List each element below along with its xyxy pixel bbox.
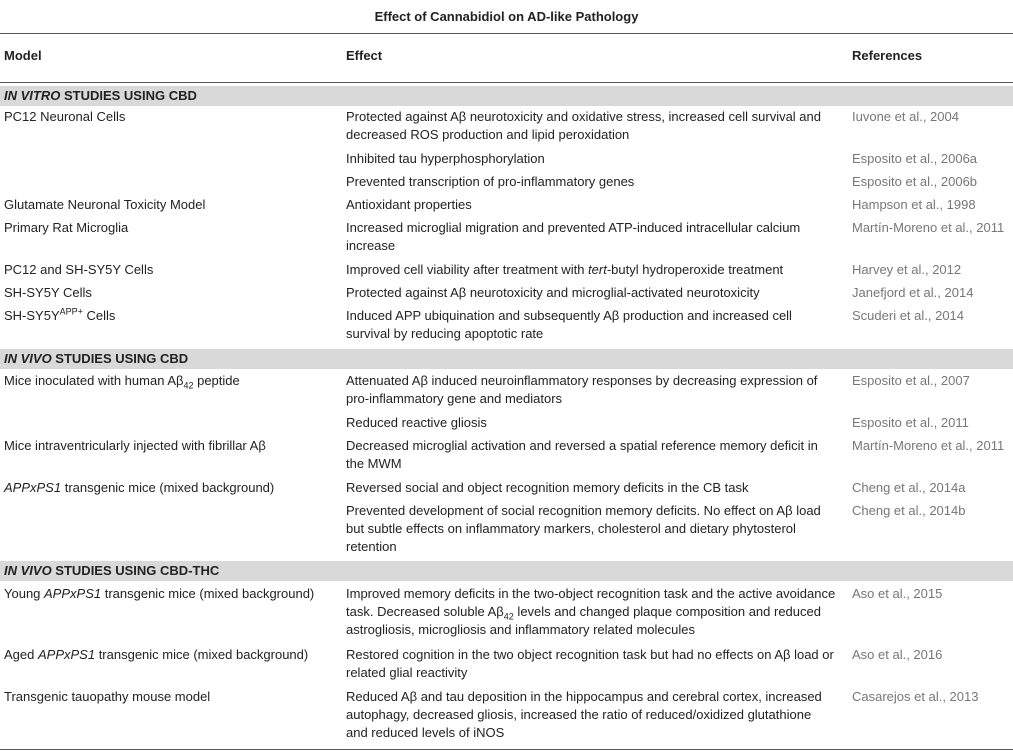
table-cell-effect: Decreased microglial activation and reversed a spatial reference memory deficit in the MWM <box>346 438 818 471</box>
table-cell-model: SH-SY5Y Cells <box>4 285 92 300</box>
table-cell-effect: Protected against Aβ neurotoxicity and oxidative stress, increased cell survival and decreased ROS production and lipid peroxidation <box>346 109 822 142</box>
table-cell-effect: Improved memory deficits in the two-object recognition task and the active avoidance task. Decreased soluble $A\beta_{42}$ levels and changed plaque composition and reduced astrogliosis, microgliosis and inflammatory related molecules <box>346 586 836 637</box>
table-cell-model: Mice inoculated with human $A\beta_{42}$ peptide <box>4 373 240 391</box>
table-cell-effect: Protected against Aβ neurotoxicity and microglial-activated neurotoxicity <box>346 285 760 300</box>
table-cell-reference: Casarejos et al., 2013 <box>852 689 979 704</box>
table-cell-reference: Martín-Moreno et al., 2011 <box>852 438 1005 453</box>
table-cell-model: PC12 Neuronal Cells <box>4 109 126 124</box>
table-cell-reference: Esposito et al., 2007 <box>852 373 970 388</box>
table-cell-reference: Harvey et al., 2012 <box>852 262 962 277</box>
table-cell-model: $SH-SY5Y^{APP+}$ Cells <box>4 306 116 323</box>
table-cell-model: Mice intraventricularly injected with fibrillar Aβ <box>4 438 266 453</box>
table-cell-effect: Inhibited tau hyperphosphorylation <box>346 151 545 166</box>
header-rule <box>0 82 1013 83</box>
table-cell-reference: Esposito et al., 2006b <box>852 174 978 189</box>
table-cell-reference: Cheng et al., 2014a <box>852 480 966 495</box>
table-cell-model: Young APPxPS1 transgenic mice (mixed background) <box>4 586 315 601</box>
table-cell-model: PC12 and SH-SY5Y Cells <box>4 262 154 277</box>
table-cell-reference: Aso et al., 2015 <box>852 586 943 601</box>
header-effect: Effect <box>346 48 383 63</box>
table-cell-reference: Cheng et al., 2014b <box>852 503 966 518</box>
table-cell-effect: Antioxidant properties <box>346 197 472 212</box>
section-in-vivo-cbd-thc <box>0 561 1013 581</box>
section-label: IN VITRO STUDIES USING CBD <box>4 88 197 103</box>
table-cell-effect: Prevented transcription of pro-inflammatory genes <box>346 174 635 189</box>
header-model: Model <box>4 48 42 63</box>
section-in-vitro-cbd <box>0 86 1013 106</box>
table-cell-reference: Esposito et al., 2006a <box>852 151 978 166</box>
table-cell-model: Aged APPxPS1 transgenic mice (mixed background) <box>4 647 309 662</box>
table-cell-reference: Aso et al., 2016 <box>852 647 943 662</box>
table-cell-effect: Prevented development of social recognition memory deficits. No effect on Aβ load but subtle effects on inflammatory markers, cholesterol and dietary phytosterol retention <box>346 503 821 554</box>
table-cell-reference: Esposito et al., 2011 <box>852 415 969 430</box>
table-cell-effect: Improved cell viability after treatment with tert-butyl hydroperoxide treatment <box>346 262 784 277</box>
table-cell-model: Transgenic tauopathy mouse model <box>4 689 211 704</box>
table-cell-effect: Attenuated Aβ induced neuroinflammatory responses by decreasing expression of pro-inflammatory gene and mediators <box>346 373 818 406</box>
table-cell-model: APPxPS1 transgenic mice (mixed background) <box>4 480 275 495</box>
table-cell-reference: Scuderi et al., 2014 <box>852 308 965 323</box>
table-cell-reference: Hampson et al., 1998 <box>852 197 976 212</box>
bottom-rule <box>0 749 1013 750</box>
table-cell-effect: Reduced Aβ and tau deposition in the hippocampus and cerebral cortex, increased autophagy, decreased gliosis, increased the ratio of reduced/oxidized glutathione and reduced levels of iNOS <box>346 689 822 740</box>
table-cell-reference: Martín-Moreno et al., 2011 <box>852 220 1005 235</box>
table-cell-effect: Increased microglial migration and prevented ATP-induced intracellular calcium increase <box>346 220 801 253</box>
table-cell-effect: Reversed social and object recognition memory deficits in the CB task <box>346 480 749 495</box>
header-references: References <box>852 48 923 63</box>
table-cell-reference: Iuvone et al., 2004 <box>852 109 959 124</box>
table-cell-model: Primary Rat Microglia <box>4 220 129 235</box>
section-label: IN VIVO STUDIES USING CBD <box>4 351 189 366</box>
top-rule <box>0 33 1013 34</box>
table-cell-model: Glutamate Neuronal Toxicity Model <box>4 197 206 212</box>
section-label: IN VIVO STUDIES USING CBD-THC <box>4 563 220 578</box>
table-cell-effect: Restored cognition in the two object recognition task but had no effects on Aβ load or related glial reactivity <box>346 647 834 680</box>
section-in-vivo-cbd <box>0 349 1013 369</box>
table-cell-effect: Induced APP ubiquination and subsequently Aβ production and increased cell survival by reducing apoptotic rate <box>346 308 792 341</box>
table-cell-reference: Janefjord et al., 2014 <box>852 285 974 300</box>
table-cell-effect: Reduced reactive gliosis <box>346 415 487 430</box>
table-title: Effect of Cannabidiol on AD-like Pathology <box>374 9 639 24</box>
